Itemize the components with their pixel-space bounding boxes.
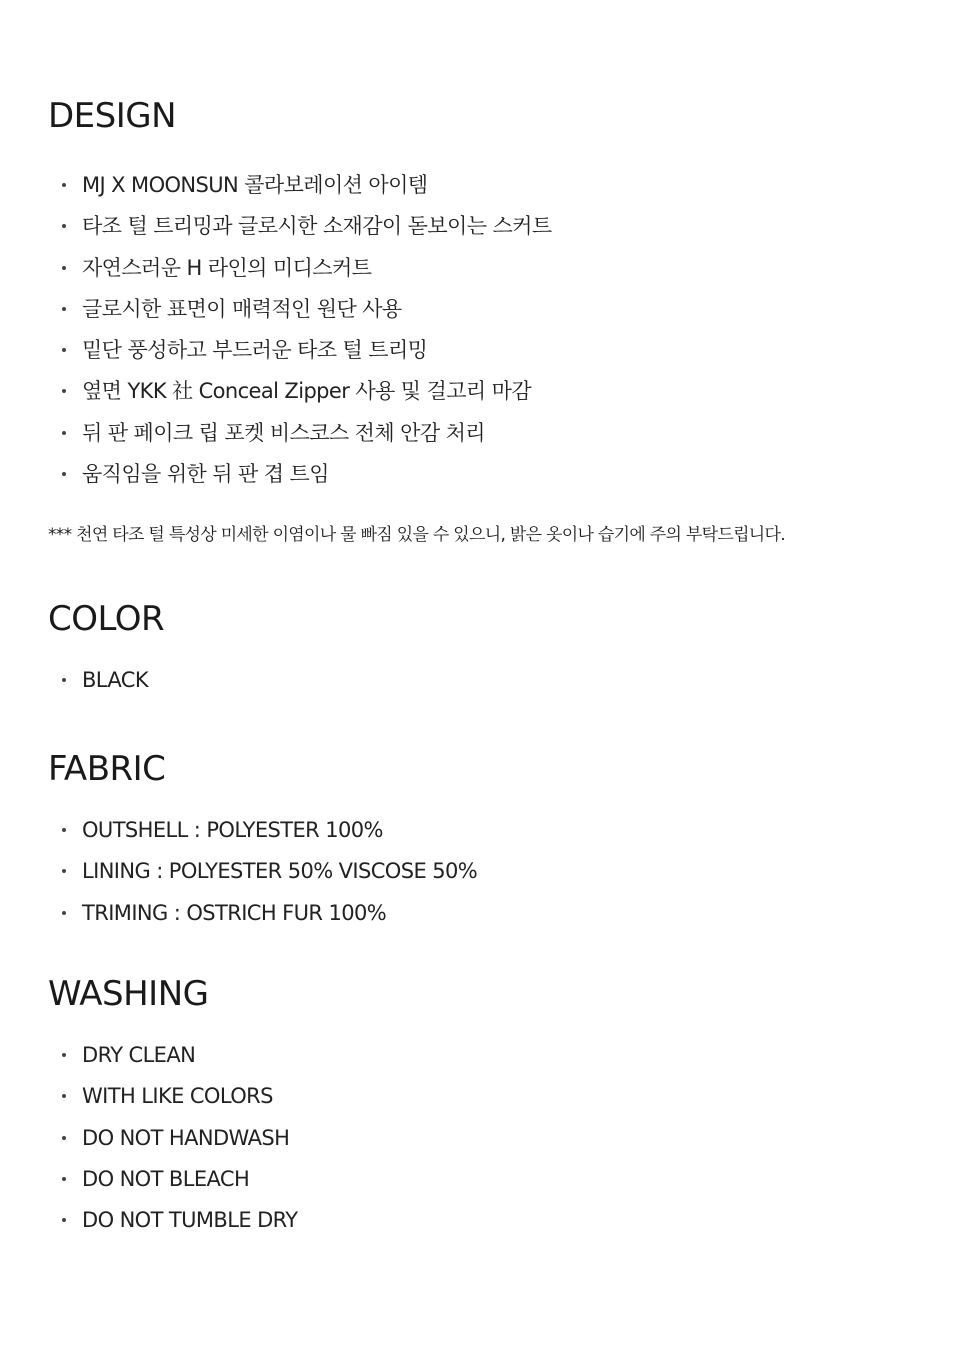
washing-heading: WASHING	[48, 974, 209, 1014]
care-note: *** 천연 타조 털 특성상 미세한 이염이나 물 빠짐 있을 수 있으니, 밝은 옷이나 습기에 주의 부탁드립니다.	[48, 525, 785, 545]
washing-list	[48, 1042, 298, 1248]
washing-item-1: DRY CLEAN	[48, 1042, 298, 1083]
color-item-1: BLACK	[48, 667, 148, 708]
fabric-list	[48, 817, 477, 941]
washing-item-4: DO NOT BLEACH	[48, 1166, 298, 1207]
design-heading: DESIGN	[48, 96, 177, 136]
washing-item-3: DO NOT HANDWASH	[48, 1125, 298, 1166]
fabric-item-2: LINING : POLYESTER 50% VISCOSE 50%	[48, 858, 477, 899]
design-list	[48, 172, 552, 502]
design-section	[48, 96, 920, 545]
design-item-3: 자연스러운 H 라인의 미디스커트	[48, 255, 552, 296]
design-item-6: 옆면 YKK 社 Conceal Zipper 사용 및 걸고리 마감	[48, 378, 552, 419]
design-item-5: 밑단 풍성하고 부드러운 타조 털 트리밍	[48, 337, 552, 378]
design-item-1: MJ X MOONSUN 콜라보레이션 아이템	[48, 172, 552, 213]
design-item-7: 뒤 판 페이크 립 포켓 비스코스 전체 안감 처리	[48, 420, 552, 461]
fabric-item-3: TRIMING : OSTRICH FUR 100%	[48, 900, 477, 941]
design-item-4: 글로시한 표면이 매력적인 원단 사용	[48, 296, 552, 337]
fabric-heading: FABRIC	[48, 749, 166, 789]
color-heading: COLOR	[48, 599, 165, 639]
design-item-2: 타조 털 트리밍과 글로시한 소재감이 돋보이는 스커트	[48, 213, 552, 254]
design-item-8: 움직임을 위한 뒤 판 겹 트임	[48, 461, 552, 502]
color-section	[48, 599, 920, 692]
fabric-item-1: OUTSHELL : POLYESTER 100%	[48, 817, 477, 858]
washing-item-5: DO NOT TUMBLE DRY	[48, 1207, 298, 1248]
washing-item-2: WITH LIKE COLORS	[48, 1083, 298, 1124]
fabric-section	[48, 749, 920, 925]
washing-section	[48, 974, 920, 1233]
color-list	[48, 667, 148, 708]
